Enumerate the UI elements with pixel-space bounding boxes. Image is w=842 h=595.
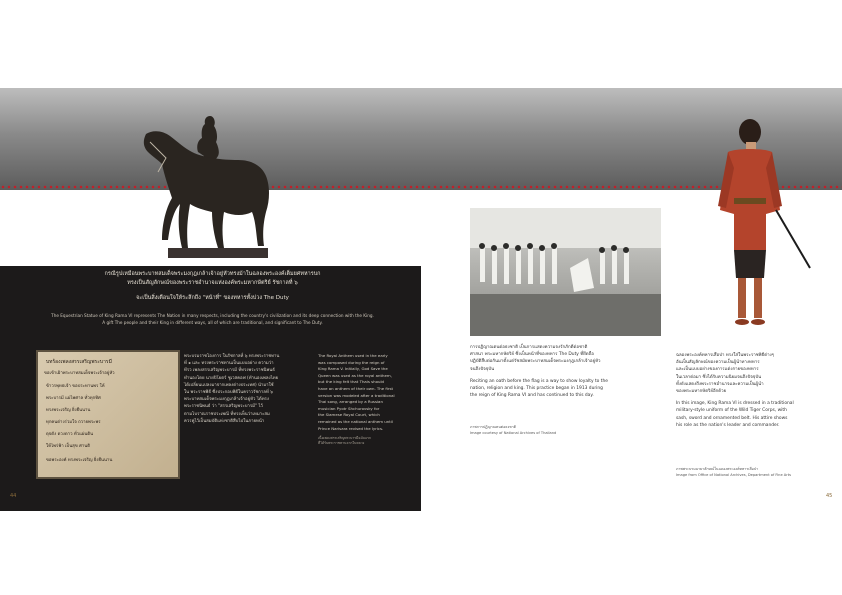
banner-thai-line-1: กรณีรูปเหมือนพระบาทสมเด็จพระมงกุฎเกล้าเจ้าอยู่หัวทรงม้าในฉลองพระองค์เต็มยศทหารบก xyxy=(104,271,321,277)
text-line: ในเวลาต่อมา ซึ่งได้รับความนิยมจนถึงปัจจุบัน xyxy=(676,374,762,380)
image-credit: ที่ได้รับพระราชทานจากในหลวง xyxy=(318,441,365,446)
text-line: ฉลองพระองค์ทหารเสือป่า ทรงใส่ในพระราชพิธีต่างๆ xyxy=(676,353,775,358)
right-column-1-credit xyxy=(470,425,663,436)
left-english-column xyxy=(318,353,410,446)
credit-line: Image courtesy of National Archives of Thailand xyxy=(470,430,557,435)
left-thai-column xyxy=(184,353,314,425)
page-number-right: 45 xyxy=(826,493,833,499)
right-column-2-credit xyxy=(676,467,826,478)
oath-ceremony-photo xyxy=(470,208,661,336)
text-line: ใน พระราชพิธี ซึ่งประกอบพิธีในคราวรัชกาลที่ ๖ xyxy=(184,390,273,396)
text-line: have an anthem of their own. The first xyxy=(318,385,393,391)
banner-caption-en-1: The Equestrian Statue of King Rama VI represents The Nation in many respects, including the country's civilization and its deep connection with the King. xyxy=(51,313,374,318)
page-number-left: 44 xyxy=(10,493,17,499)
text-line: the Siamese Royal Court, which xyxy=(318,412,380,418)
banner-caption-en-2: A gift The people and their King in different ways, all of which are traditional, and significant to The Duty. xyxy=(102,320,323,325)
text-line: nation, religion and king. This practice began in 1913 during xyxy=(470,386,603,392)
king-portrait-image xyxy=(706,118,816,340)
text-line: ตามโบราณราชประเพณี ที่ทรงเห็นว่าเหมาะสม xyxy=(184,411,270,417)
text-line: remained as the national anthem until xyxy=(318,418,393,424)
text-line: sash, sword and ornamented belt. His attire shows xyxy=(676,415,788,421)
anthem-manuscript-image xyxy=(36,350,180,479)
text-line: King Rama V. Initially, God Save the xyxy=(318,366,388,372)
text-line: the reign of King Rama VI and has continued to this day. xyxy=(470,393,594,399)
text-line: และเป็นแบบอย่างของการแต่งกายของทหาร xyxy=(676,367,759,373)
banner-thai-line-2: ทรงเป็นสัญลักษณ์ของพระราชอำนาจแห่งองค์พระมหากษัตริย์ รัชกาลที่ ๖ xyxy=(127,280,298,286)
right-column-2 xyxy=(676,352,826,429)
text-line: ควรคู่ไว้เป็นสมบัติแห่งชาติสืบไปในภายหน้า xyxy=(184,418,265,424)
manuscript-line: ขอพระองค์ ทรงพระเจริญ ยิ่งยืนนาน xyxy=(46,458,113,463)
text-line: Thai song, arranged by a Russian xyxy=(318,399,383,405)
oath-ceremony-illustration xyxy=(470,208,661,336)
text-line: ของพระมหากษัตริย์อีกด้วย xyxy=(676,389,727,395)
text-line: ได้เปลี่ยนแปลงมาจากเพลงต่างประเทศ) นำมาใช้ xyxy=(184,382,274,388)
manuscript-line: ให้ไพร่ฟ้า เป็นสุข ศานติ xyxy=(46,444,90,449)
text-line: In this image, King Rama VI is dressed in a traditional xyxy=(676,401,794,407)
manuscript-line: ขอเข้าเฝ้าพระบาทสมเด็จพระเจ้าอยู่หัว xyxy=(44,371,115,376)
banner-thai-line-3: จะเป็นสิ่งเตือนใจให้ระลึกถึง "หน้าที่" ของทหารทั้งปวง The Duty xyxy=(136,295,289,301)
manuscript-line: ข้าวรพุทธเจ้า ขอประทานพร ให้ xyxy=(46,384,105,389)
text-line: พระราชนิพนธ์ ว่า "สรรเสริญพระบารมี" ไว้ xyxy=(184,404,263,410)
text-line: พระบาทสมเด็จพระมงกุฎเกล้าเจ้าอยู่หัว ได้ทรง xyxy=(184,397,269,403)
text-line: ทำนองโดย นายปิโยตร์ ชูเวสคอฟ (ทำนองเพลงไทย xyxy=(184,375,279,381)
text-line: was composed during the reign of xyxy=(318,359,385,365)
text-line: จนถึงปัจจุบัน xyxy=(470,366,495,372)
text-line: การปฏิญาณตนต่อธงชาติ เป็นการแสดงความจงรักภักดีต่อชาติ xyxy=(470,345,588,350)
text-line: ที่ ๑ และ ทรงพระราชทานเป็นแบบอย่าง ความว่า xyxy=(184,361,274,367)
text-line: Queen was used as the royal anthem, xyxy=(318,372,392,378)
credit-line: ภาพพระบรมฉายาลักษณ์ในฉลองพระองค์ทหารเสือป่า xyxy=(676,467,759,471)
text-line: ปฏิบัติสืบต่อกันมาตั้งแต่รัชสมัยพระบาทสมเด็จพระมงกุฎเกล้าเจ้าอยู่หัว xyxy=(470,359,601,365)
credit-line: ภาพการปฏิญาณตนต่อธงชาติ xyxy=(470,425,517,429)
text-line: his role as the nation's leader and commander. xyxy=(676,422,780,428)
manuscript-line: ดุจดัง ดวงดาว ทั่วแผ่นดิน xyxy=(46,432,94,437)
image-credit: เนื้อเพลงสรรเสริญพระบารมีฉบับแรก xyxy=(318,436,371,441)
text-line: Prince Narisara revised the lyrics. xyxy=(318,425,384,431)
text-line: but the king felt that Thais should xyxy=(318,379,385,385)
manuscript-line: บทร้องเพลงสรรเสริญพระบารมี xyxy=(46,359,112,365)
credit-line: Image from Office of National Archives, Department of Fine Arts xyxy=(676,472,792,477)
manuscript-line: ทรงพระเจริญ ยิ่งยืนนาน xyxy=(46,408,91,413)
text-line: ทั้งยังแสดงถึงพระราชอำนาจและความเป็นผู้นำ xyxy=(676,381,764,387)
equestrian-statue-image xyxy=(138,112,278,262)
text-line: Reciting an oath before the flag is a way to show loyalty to the xyxy=(470,378,608,384)
text-line: musician Pyotr Shchurovsky for xyxy=(318,405,380,411)
text-line: military-style uniform of the Wild Tiger Corps, with xyxy=(676,408,787,414)
text-line: ศาสนา พระมหากษัตริย์ ซึ่งเป็นหน้าที่ของทหาร The Duty ที่ยึดถือ xyxy=(470,352,594,358)
text-line: อันเป็นสัญลักษณ์ของความเป็นผู้นำทางทหาร xyxy=(676,360,760,366)
text-line: พระบรมราชโองการ ในรัชกาลที่ ๖ ทรงพระราชทาน xyxy=(184,354,280,359)
right-column-1 xyxy=(470,344,663,399)
text-line: version was modeled after a traditional xyxy=(318,392,395,398)
manuscript-line: ทุกคนต่างร่วมใจ ถวายพระพร xyxy=(46,420,101,425)
text-line: The Royal Anthem used in the early xyxy=(318,353,388,358)
manuscript-line: พระบารมี แผ่ไพศาล ทั่วทุกทิศ xyxy=(46,396,101,401)
text-line: ทีรว เพลงสรรเสริญพระบารมี ที่ทรงพระราชนิพนธ์ xyxy=(184,368,275,374)
